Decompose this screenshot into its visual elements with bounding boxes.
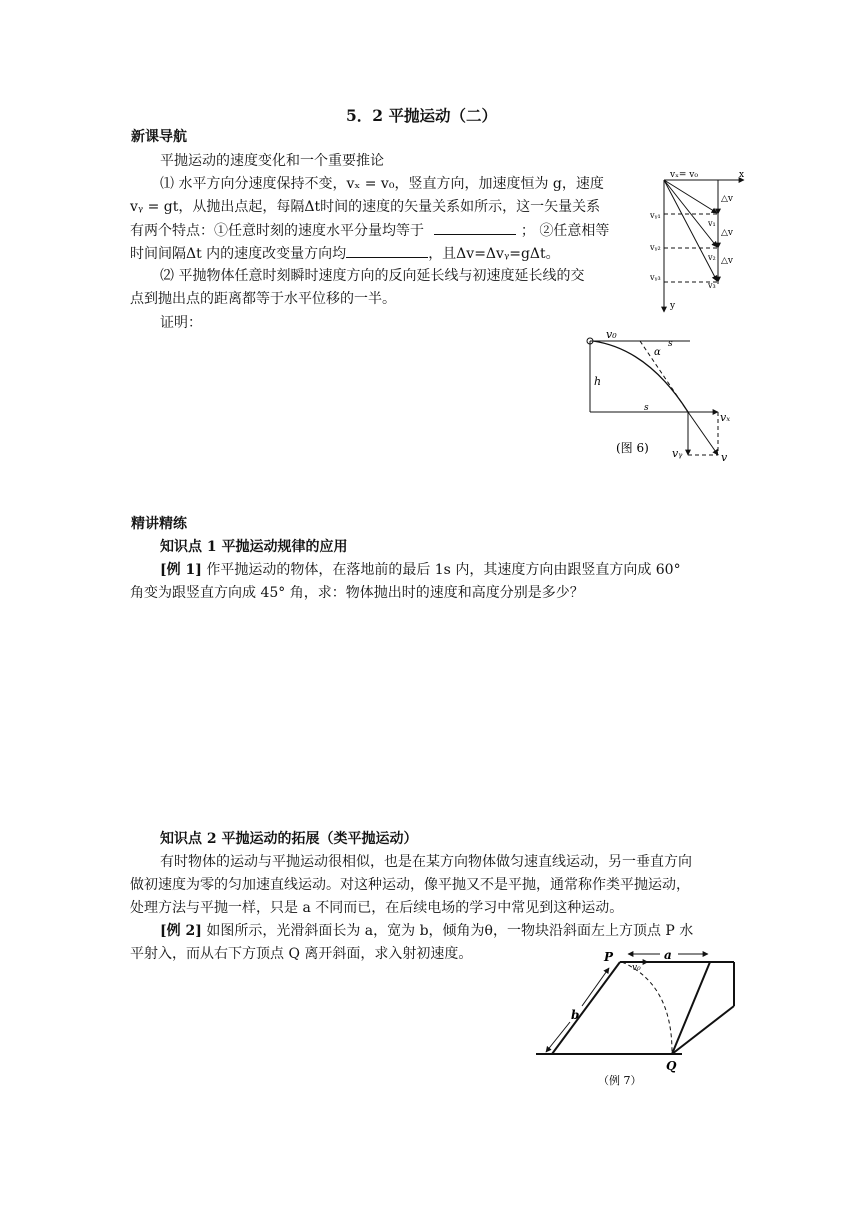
intro-line: 平抛运动的速度变化和一个重要推论: [160, 153, 384, 169]
x-axis-label: x: [739, 170, 745, 180]
s-bottom-label: s: [644, 403, 649, 413]
example1-line2: 角变为跟竖直方向成 45° 角，求：物体抛出时的速度和高度分别是多少？: [130, 585, 584, 601]
v3-vector: [664, 180, 717, 281]
para1-line3-a: 有两个特点：①任意时刻的速度水平分量均等于: [130, 223, 424, 239]
example1-tag: [例 1]: [160, 562, 202, 578]
para2-line2: 点到抛出点的距离都等于水平位移的一半。: [130, 291, 396, 307]
v1-label: v₁: [708, 219, 716, 228]
alpha-label: α: [654, 347, 661, 358]
vy1-label: vᵧ₁: [650, 211, 661, 220]
para1-line4: [130, 243, 560, 265]
v3-label: v₃: [708, 281, 716, 290]
trajectory-curve: [593, 341, 688, 412]
vx-v0-label: vₓ= v₀: [670, 170, 698, 180]
para1-line4-b: ，且Δv=Δvᵧ=gΔt。: [428, 246, 560, 262]
v0-label: v₀: [632, 963, 641, 973]
trajectory-dashed: [622, 962, 672, 1052]
y-axis-label: y: [670, 301, 676, 311]
dv-label-2: △v: [721, 228, 734, 238]
example2-text1: 如图所示，光滑斜面长为 a，宽为 b，倾角为θ，一物块沿斜面左上方顶点 P 水: [201, 923, 694, 939]
para3-line2: 做初速度为零的匀加速直线运动。对这种运动，像平抛又不是平抛，通常称作类平抛运动，: [130, 877, 690, 893]
fill-blank-2[interactable]: [346, 243, 428, 258]
para3-line1: 有时物体的运动与平抛运动很相似，也是在某方向物体做匀速直线运动，另一垂直方向: [160, 854, 692, 870]
projectile-figure-6: [578, 325, 738, 463]
para2-line1: ⑵ 平抛物体任意时刻瞬时速度方向的反向延长线与初速度延长线的交: [160, 268, 585, 284]
para3-line3: 处理方法与平抛一样，只是 a 不同而已，在后续电场的学习中常见到这种运动。: [130, 900, 624, 916]
knowledge-point-1: 知识点 1 平抛运动规律的应用: [160, 539, 348, 555]
para1-line4-a: 时间间隔Δt 内的速度改变量方向均: [130, 246, 347, 262]
example2-tag: [例 2]: [160, 923, 202, 939]
vy-label: vᵧ: [672, 447, 683, 460]
section-heading-practice: 精讲精练: [131, 516, 187, 532]
figure-7-caption: （例 7）: [598, 1074, 642, 1087]
fill-blank-1[interactable]: [434, 220, 516, 235]
para1-line2: vᵧ = gt，从抛出点起，每隔Δt时间的速度的矢量关系如所示，这一矢量关系: [130, 199, 601, 215]
example1-line1: [160, 560, 681, 581]
proof-label: 证明：: [160, 315, 202, 331]
para1-line3: [130, 220, 609, 242]
b-dimension-arrow-up: [582, 968, 609, 1006]
vy2-label: vᵧ₂: [650, 243, 661, 252]
P-label: P: [604, 950, 614, 964]
example1-text1: 作平抛运动的物体，在落地前的最后 1s 内，其速度方向由跟竖直方向成 60°: [201, 562, 681, 578]
h-label: h: [594, 375, 602, 388]
v2-label: v₂: [708, 253, 716, 262]
dv-label-1: △v: [721, 194, 734, 204]
v-label: v: [721, 451, 728, 463]
velocity-vector-figure: [640, 168, 752, 316]
example2-line1: [160, 921, 693, 942]
b-label: b: [571, 1008, 580, 1022]
v0-label: v₀: [606, 328, 617, 341]
example2-line2: 平射入，而从右下方顶点 Q 离开斜面，求入射初速度。: [130, 946, 473, 962]
figure-6-caption: (图 6): [616, 441, 649, 455]
incline-figure-7: [532, 944, 752, 1089]
a-label: a: [664, 948, 672, 962]
section-heading-new-lesson: 新课导航: [131, 129, 187, 145]
para1-line1: ⑴ 水平方向分速度保持不变，vₓ = v₀，竖直方向，加速度恒为 g，速度: [160, 176, 604, 192]
velocity-back-extension: [640, 341, 688, 412]
incline-left-edge: [552, 962, 620, 1054]
vy3-label: vᵧ₃: [650, 273, 661, 282]
para1-line3-b: ； ②任意相等: [520, 223, 610, 239]
v1-vector: [664, 180, 717, 213]
s-top-label: s: [668, 339, 673, 349]
v-arrow: [688, 412, 718, 455]
Q-label: Q: [666, 1059, 677, 1073]
page-title: 5．2 平抛运动（二）: [346, 106, 497, 125]
vx-label: vₓ: [720, 411, 731, 424]
dv-label-3: △v: [721, 256, 734, 266]
knowledge-point-2: 知识点 2 平抛运动的拓展（类平抛运动）: [160, 831, 418, 847]
